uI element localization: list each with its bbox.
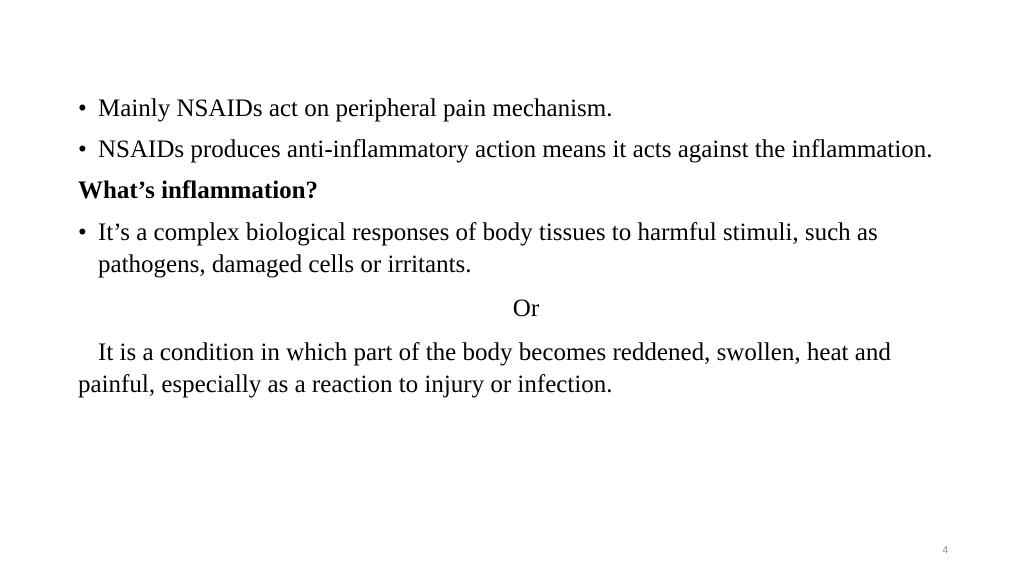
bullet-icon: • [78, 219, 87, 246]
bullet-item-inflammation-definition [78, 217, 958, 281]
or-separator: Or [512, 295, 540, 322]
section-heading: What’s inflammation? [78, 177, 319, 204]
bullet-text: It’s a complex biological responses of body tissues to harmful stimuli, such as pathogens, damaged cells or irritants. [98, 219, 878, 278]
bullet-text: Mainly NSAIDs act on peripheral pain mechanism. [98, 95, 613, 122]
slide-content [78, 93, 958, 401]
bullet-item-nsaids-action [78, 134, 958, 166]
bullet-text: NSAIDs produces anti-inflammatory action means it acts against the inflammation. [98, 136, 933, 163]
bullet-icon: • [78, 136, 87, 163]
definition-paragraph: It is a condition in which part of the body becomes reddened, swollen, heat and painful, especially as a reaction to injury or infection. [78, 339, 891, 398]
bullet-item-nsaids-mechanism [78, 93, 958, 125]
page-number: 4 [942, 545, 948, 556]
bullet-icon: • [78, 95, 87, 122]
